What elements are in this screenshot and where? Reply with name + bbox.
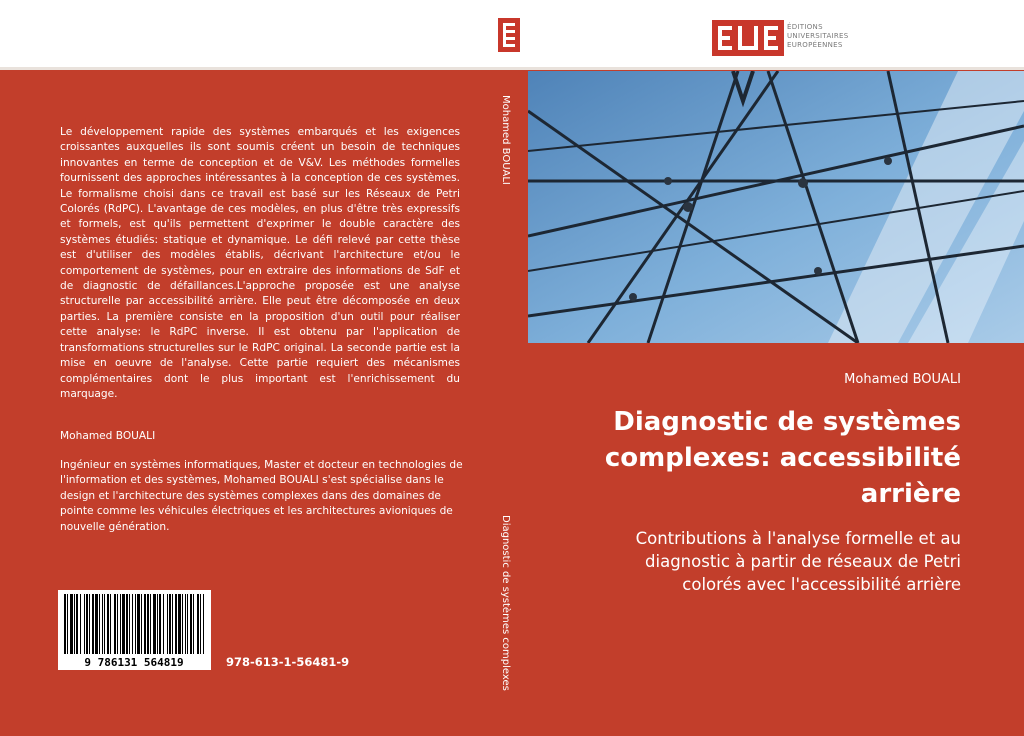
barcode-bars — [58, 590, 211, 670]
spine-logo-icon — [498, 18, 520, 52]
barcode-digits: 9 786131 564819 — [84, 656, 184, 669]
spine-title — [500, 515, 520, 691]
power-lines-photo — [528, 71, 1024, 343]
top-white-band — [0, 0, 1024, 70]
publisher-line-1: ÉDITIONS — [787, 23, 823, 31]
publisher-line-2: UNIVERSITAIRES — [787, 32, 849, 40]
book-subtitle: Contributions à l'analyse formelle et au diagnostic à partir de réseaux de Petri colorés avec l'accessibilité arrière — [635, 529, 961, 594]
publisher-name — [787, 23, 849, 50]
isbn-number: 978-613-1-56481-9 — [226, 655, 350, 669]
back-cover-summary: Le développement rapide des systèmes embarqués et les exigences croissantes auxquelles ils sont soumis créent un besoin de techniques innovantes en terme de conception et de V&V. Les méthodes formelles fournissent des approches intéressantes à la conception de ces systèmes. Le formalisme choisi dans ce travail est basé sur les Réseaux de Petri Colorés (RdPC). L'avantage de ces modèles, en plus d'être très expressifs et formels, est qu'ils permettent d'exprimer le double caractère des systèmes étudiés: statique et dynamique. Le défi relevé par cette thèse est d'utiliser des modèles établis, décrivant l'architecture et/ou le comportement de systèmes, pour en extraire des informations de SdF et de diagnostic de défaillances.L'approche proposée est une analyse structurelle par accessibilité arrière. Elle peut être décomposée en deux parties. La première consiste en la proposition d'un outil pour réaliser cette analyse: le RdPC inverse. Il est obtenu par l'application de transformations structurelles sur le RdPC original. La seconde partie est la mise en oeuvre de l'analyse. Cette partie requiert des mécanismes complémentaires dont le plus important est l'enrichissement du marquage. — [60, 126, 460, 400]
book-title: Diagnostic de systèmes complexes: accessibilité arrière — [604, 407, 961, 509]
back-cover-author-bio: Ingénieur en systèmes informatiques, Master et docteur en technologies de l'information et des systèmes, Mohamed BOUALI s'est spécialise dans le design et l'architecture des systèmes complexes dans des domaines de pointe comme les véhicules électriques et les architectures avioniques de nouvelle génération. — [60, 459, 463, 533]
barcode-icon — [58, 590, 211, 670]
publisher-line-3: EUROPÉENNES — [787, 41, 843, 49]
spine-author — [500, 95, 520, 205]
spine-title-text: Diagnostic de systèmes complexes — [500, 515, 511, 691]
publisher-logo-icon — [712, 20, 784, 56]
spine-author-text: Mohamed BOUALI — [500, 95, 511, 185]
back-cover-author-name: Mohamed BOUALI — [60, 430, 156, 442]
front-author: Mohamed BOUALI — [844, 372, 961, 387]
